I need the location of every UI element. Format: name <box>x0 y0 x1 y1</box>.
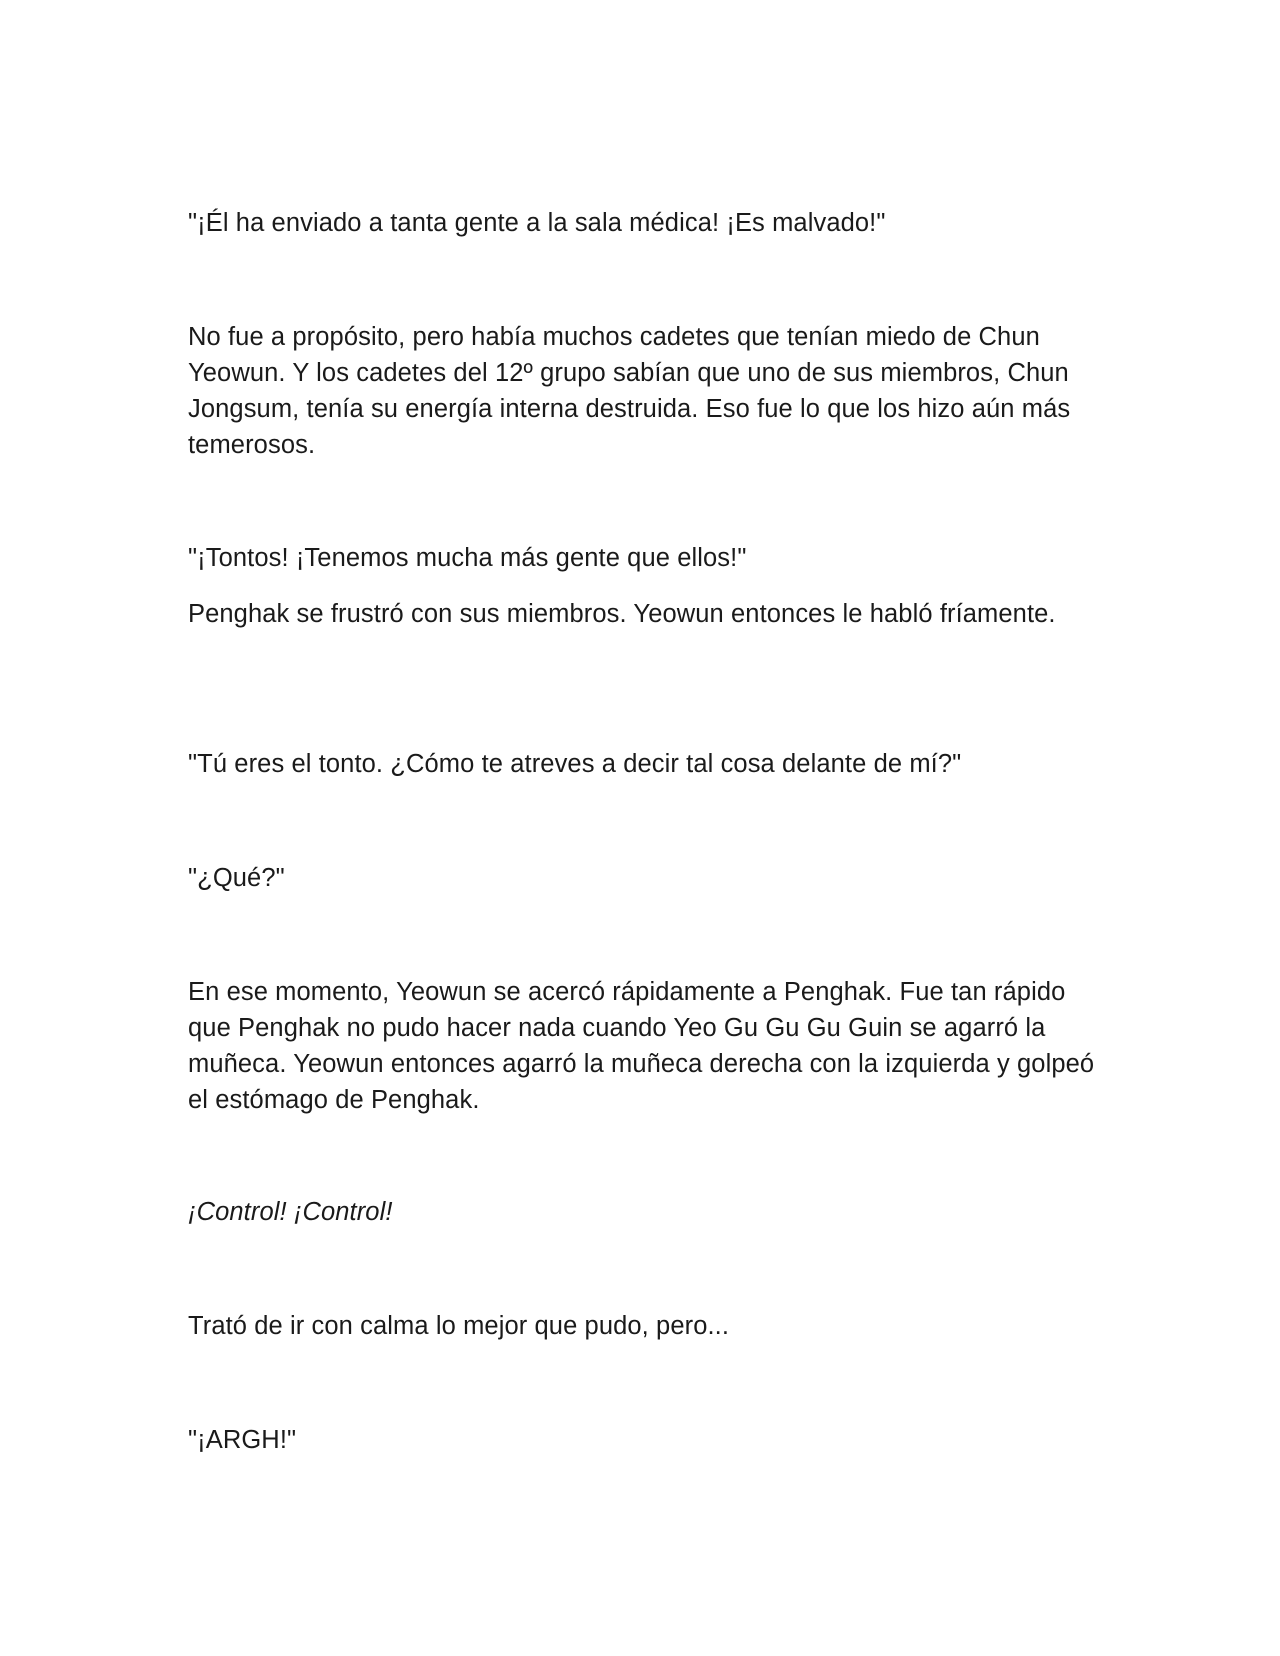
paragraph-6: "¿Qué?" <box>188 864 285 892</box>
paragraph-1: "¡Él ha enviado a tanta gente a la sala médica! ¡Es malvado!" <box>188 209 886 237</box>
paragraph-8-italic: ¡Control! ¡Control! <box>188 1198 393 1226</box>
paragraph-9: Trató de ir con calma lo mejor que pudo, pero... <box>188 1312 730 1340</box>
paragraph-4: Penghak se frustró con sus miembros. Yeowun entonces le habló fríamente. <box>188 600 1056 628</box>
paragraph-2: No fue a propósito, pero había muchos cadetes que tenían miedo de Chun Yeowun. Y los cadetes del 12º grupo sabían que uno de sus miembros, Chun Jongsum, tenía su energía interna destruida. Eso fue lo que los hizo aún más temerosos. <box>188 323 1071 459</box>
paragraph-5: "Tú eres el tonto. ¿Cómo te atreves a decir tal cosa delante de mí?" <box>188 750 962 778</box>
paragraph-10: "¡ARGH!" <box>188 1426 297 1454</box>
paragraph-7: En ese momento, Yeowun se acercó rápidamente a Penghak. Fue tan rápido que Penghak no pudo hacer nada cuando Yeo Gu Gu Gu Guin se agarró la muñeca. Yeowun entonces agarró la muñeca derecha con la izquierda y golpeó el estómago de Penghak. <box>188 978 1095 1114</box>
paragraph-3: "¡Tontos! ¡Tenemos mucha más gente que ellos!" <box>188 544 747 572</box>
